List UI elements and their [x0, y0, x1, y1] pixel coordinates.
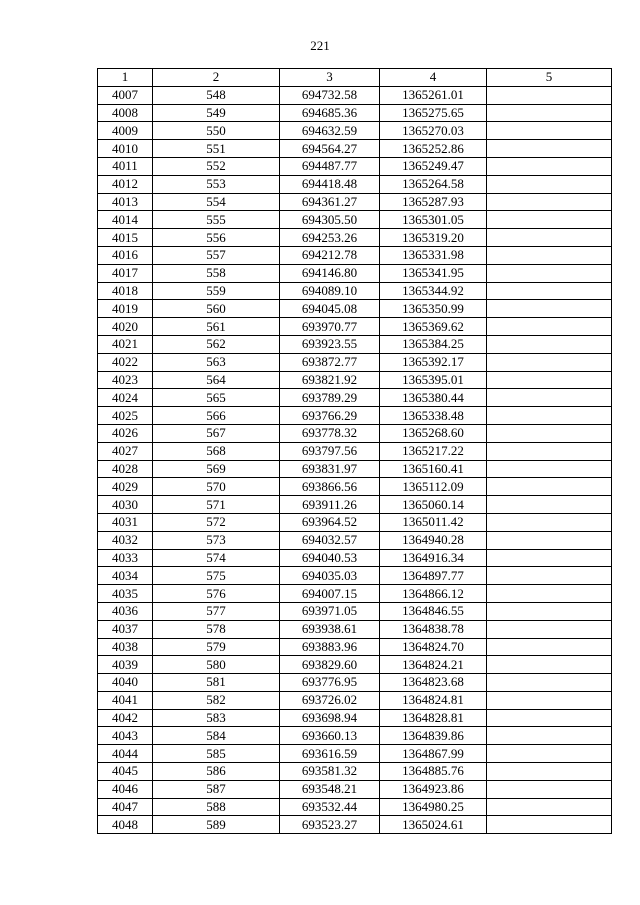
table-cell: 1365287.93	[380, 193, 487, 211]
table-cell: 1365338.48	[380, 407, 487, 425]
table-cell: 694007.15	[280, 585, 380, 603]
table-cell: 578	[153, 620, 280, 638]
table-cell: 562	[153, 335, 280, 353]
table-row	[98, 246, 612, 264]
column-header: 5	[487, 69, 612, 87]
table-cell: 557	[153, 246, 280, 264]
table-row	[98, 816, 612, 834]
table-cell: 693523.27	[280, 816, 380, 834]
table-cell	[487, 496, 612, 514]
table-cell: 693778.32	[280, 424, 380, 442]
table-cell: 1365350.99	[380, 300, 487, 318]
table-cell: 4009	[98, 122, 153, 140]
table-cell: 693872.77	[280, 353, 380, 371]
table-cell: 564	[153, 371, 280, 389]
table-row	[98, 763, 612, 781]
table-row	[98, 656, 612, 674]
table-row	[98, 424, 612, 442]
table-cell: 563	[153, 353, 280, 371]
table-cell	[487, 602, 612, 620]
table-cell: 1365112.09	[380, 478, 487, 496]
table-cell: 4034	[98, 567, 153, 585]
table-row	[98, 264, 612, 282]
table-cell: 579	[153, 638, 280, 656]
table-cell	[487, 335, 612, 353]
table-cell: 584	[153, 727, 280, 745]
table-cell: 4028	[98, 460, 153, 478]
table-cell	[487, 193, 612, 211]
table-cell	[487, 122, 612, 140]
table-cell: 4011	[98, 157, 153, 175]
table-cell: 1364846.55	[380, 602, 487, 620]
table-cell: 4040	[98, 674, 153, 692]
table-cell: 693923.55	[280, 335, 380, 353]
table-cell: 694418.48	[280, 175, 380, 193]
table-cell: 1365249.47	[380, 157, 487, 175]
table-cell	[487, 478, 612, 496]
table-cell: 574	[153, 549, 280, 567]
table-cell: 4038	[98, 638, 153, 656]
table-cell: 560	[153, 300, 280, 318]
table-cell: 693616.59	[280, 745, 380, 763]
table-cell: 1365369.62	[380, 318, 487, 336]
table-cell: 1365252.86	[380, 140, 487, 158]
table-cell: 1364828.81	[380, 709, 487, 727]
table-row	[98, 620, 612, 638]
table-cell: 694564.27	[280, 140, 380, 158]
table-header-row	[98, 69, 612, 87]
table-cell: 4014	[98, 211, 153, 229]
table-cell: 580	[153, 656, 280, 674]
table-cell: 1365331.98	[380, 246, 487, 264]
table-cell: 4017	[98, 264, 153, 282]
table-row	[98, 585, 612, 603]
table-cell	[487, 282, 612, 300]
table-cell: 4027	[98, 442, 153, 460]
table-cell: 1365319.20	[380, 229, 487, 247]
table-cell	[487, 264, 612, 282]
table-cell	[487, 424, 612, 442]
table-cell: 582	[153, 691, 280, 709]
table-cell: 554	[153, 193, 280, 211]
table-cell	[487, 371, 612, 389]
table-cell: 555	[153, 211, 280, 229]
coordinates-table	[97, 68, 612, 834]
table-cell	[487, 709, 612, 727]
table-row	[98, 638, 612, 656]
table-cell: 693548.21	[280, 780, 380, 798]
table-cell: 4019	[98, 300, 153, 318]
table-cell	[487, 157, 612, 175]
table-row	[98, 300, 612, 318]
table-cell: 589	[153, 816, 280, 834]
table-row	[98, 798, 612, 816]
table-cell: 1364823.68	[380, 674, 487, 692]
table-cell: 1364867.99	[380, 745, 487, 763]
table-cell: 693971.05	[280, 602, 380, 620]
table-cell: 559	[153, 282, 280, 300]
table-cell: 693829.60	[280, 656, 380, 674]
table-cell: 694685.36	[280, 104, 380, 122]
table-cell: 4042	[98, 709, 153, 727]
table-cell: 550	[153, 122, 280, 140]
table-cell: 4047	[98, 798, 153, 816]
table-cell	[487, 745, 612, 763]
table-cell: 693797.56	[280, 442, 380, 460]
table-row	[98, 709, 612, 727]
table-cell	[487, 86, 612, 104]
table-cell: 693698.94	[280, 709, 380, 727]
table-cell: 570	[153, 478, 280, 496]
column-header: 4	[380, 69, 487, 87]
table-cell: 693532.44	[280, 798, 380, 816]
table-cell	[487, 674, 612, 692]
table-cell: 585	[153, 745, 280, 763]
table-cell: 1364923.86	[380, 780, 487, 798]
table-cell: 4036	[98, 602, 153, 620]
table-cell: 1365217.22	[380, 442, 487, 460]
table-cell: 4012	[98, 175, 153, 193]
table-cell	[487, 585, 612, 603]
table-cell: 4039	[98, 656, 153, 674]
table-cell: 1365160.41	[380, 460, 487, 478]
table-row	[98, 691, 612, 709]
table-cell: 694732.58	[280, 86, 380, 104]
column-header: 2	[153, 69, 280, 87]
table-cell: 553	[153, 175, 280, 193]
table-cell: 1365264.58	[380, 175, 487, 193]
table-cell: 1365344.92	[380, 282, 487, 300]
table-cell: 4015	[98, 229, 153, 247]
table-cell	[487, 691, 612, 709]
table-cell: 694089.10	[280, 282, 380, 300]
table-cell: 694212.78	[280, 246, 380, 264]
table-cell	[487, 656, 612, 674]
table-cell: 694305.50	[280, 211, 380, 229]
table-cell	[487, 549, 612, 567]
table-cell: 693726.02	[280, 691, 380, 709]
table-row	[98, 602, 612, 620]
table-row	[98, 567, 612, 585]
table-cell: 558	[153, 264, 280, 282]
table-row	[98, 727, 612, 745]
table-cell: 694035.03	[280, 567, 380, 585]
table-cell: 1365384.25	[380, 335, 487, 353]
table-cell: 4035	[98, 585, 153, 603]
table-cell: 4008	[98, 104, 153, 122]
table-cell: 1365024.61	[380, 816, 487, 834]
table-row	[98, 318, 612, 336]
table-cell: 693821.92	[280, 371, 380, 389]
table-row	[98, 371, 612, 389]
table-cell: 4030	[98, 496, 153, 514]
table-cell: 4023	[98, 371, 153, 389]
table-cell: 4013	[98, 193, 153, 211]
table-cell: 571	[153, 496, 280, 514]
table-cell: 4025	[98, 407, 153, 425]
table-cell: 694045.08	[280, 300, 380, 318]
table-row	[98, 745, 612, 763]
table-cell	[487, 318, 612, 336]
table-cell: 693660.13	[280, 727, 380, 745]
table-cell	[487, 442, 612, 460]
table-cell: 694032.57	[280, 531, 380, 549]
table-row	[98, 193, 612, 211]
table-cell: 577	[153, 602, 280, 620]
table-row	[98, 674, 612, 692]
table-cell: 561	[153, 318, 280, 336]
table-cell: 4020	[98, 318, 153, 336]
table-cell: 1365268.60	[380, 424, 487, 442]
table-cell: 572	[153, 513, 280, 531]
table-cell: 1365395.01	[380, 371, 487, 389]
table-cell: 693866.56	[280, 478, 380, 496]
table-row	[98, 175, 612, 193]
table-cell	[487, 140, 612, 158]
table-cell: 1364839.86	[380, 727, 487, 745]
table-cell: 1365301.05	[380, 211, 487, 229]
table-cell: 693938.61	[280, 620, 380, 638]
table-cell	[487, 727, 612, 745]
table-cell	[487, 513, 612, 531]
table-cell: 4046	[98, 780, 153, 798]
table-cell: 4043	[98, 727, 153, 745]
table-cell: 4041	[98, 691, 153, 709]
table-row	[98, 460, 612, 478]
table-cell: 693776.95	[280, 674, 380, 692]
table-cell: 1364897.77	[380, 567, 487, 585]
table-cell: 581	[153, 674, 280, 692]
table-cell: 694361.27	[280, 193, 380, 211]
table-cell: 693883.96	[280, 638, 380, 656]
table-cell: 566	[153, 407, 280, 425]
table-cell: 693789.29	[280, 389, 380, 407]
table-cell	[487, 531, 612, 549]
table-cell: 1364838.78	[380, 620, 487, 638]
table-cell	[487, 353, 612, 371]
table-cell: 548	[153, 86, 280, 104]
table-cell: 587	[153, 780, 280, 798]
table-cell: 1364980.25	[380, 798, 487, 816]
table-row	[98, 86, 612, 104]
table-cell: 694632.59	[280, 122, 380, 140]
table-cell: 693964.52	[280, 513, 380, 531]
table-row	[98, 122, 612, 140]
table-cell: 4024	[98, 389, 153, 407]
table-cell	[487, 407, 612, 425]
table-row	[98, 531, 612, 549]
table-cell: 588	[153, 798, 280, 816]
table-cell: 4007	[98, 86, 153, 104]
table-cell: 549	[153, 104, 280, 122]
table-cell: 567	[153, 424, 280, 442]
table-cell: 4026	[98, 424, 153, 442]
table-cell: 4016	[98, 246, 153, 264]
table-cell: 565	[153, 389, 280, 407]
table-cell: 1365060.14	[380, 496, 487, 514]
table-cell: 4031	[98, 513, 153, 531]
table-cell: 693970.77	[280, 318, 380, 336]
table-cell: 1365341.95	[380, 264, 487, 282]
table-cell: 552	[153, 157, 280, 175]
table-cell	[487, 229, 612, 247]
table-cell: 4010	[98, 140, 153, 158]
table-row	[98, 211, 612, 229]
table-cell: 694487.77	[280, 157, 380, 175]
table-cell: 1365261.01	[380, 86, 487, 104]
table-cell: 575	[153, 567, 280, 585]
table-cell: 693911.26	[280, 496, 380, 514]
table-cell: 573	[153, 531, 280, 549]
table-cell	[487, 620, 612, 638]
table-row	[98, 229, 612, 247]
table-cell: 1364885.76	[380, 763, 487, 781]
table-cell: 4032	[98, 531, 153, 549]
table-cell	[487, 211, 612, 229]
table-cell	[487, 638, 612, 656]
table-cell: 1364824.81	[380, 691, 487, 709]
table-cell: 694253.26	[280, 229, 380, 247]
table-row	[98, 104, 612, 122]
table-cell: 4022	[98, 353, 153, 371]
table-cell: 4045	[98, 763, 153, 781]
table-cell: 1365392.17	[380, 353, 487, 371]
table-cell	[487, 816, 612, 834]
table-row	[98, 282, 612, 300]
table-body	[98, 86, 612, 833]
table-cell: 694040.53	[280, 549, 380, 567]
table-cell: 694146.80	[280, 264, 380, 282]
table-cell	[487, 780, 612, 798]
table-cell: 1365270.03	[380, 122, 487, 140]
table-cell: 693766.29	[280, 407, 380, 425]
table-cell: 693581.32	[280, 763, 380, 781]
table-cell: 1364824.21	[380, 656, 487, 674]
table-cell	[487, 763, 612, 781]
table-row	[98, 780, 612, 798]
table-cell: 569	[153, 460, 280, 478]
table-cell	[487, 246, 612, 264]
table-cell: 1364940.28	[380, 531, 487, 549]
column-header: 3	[280, 69, 380, 87]
table-cell: 4029	[98, 478, 153, 496]
table-row	[98, 389, 612, 407]
table-cell: 556	[153, 229, 280, 247]
table-cell: 4048	[98, 816, 153, 834]
table-cell: 693831.97	[280, 460, 380, 478]
table-row	[98, 407, 612, 425]
table-row	[98, 496, 612, 514]
table-row	[98, 140, 612, 158]
table-row	[98, 549, 612, 567]
table-cell: 586	[153, 763, 280, 781]
table-cell	[487, 567, 612, 585]
table-cell	[487, 460, 612, 478]
table-cell: 1364824.70	[380, 638, 487, 656]
table-cell	[487, 104, 612, 122]
table-cell: 1365275.65	[380, 104, 487, 122]
table-cell: 4033	[98, 549, 153, 567]
table-row	[98, 513, 612, 531]
table-cell: 551	[153, 140, 280, 158]
table-cell	[487, 300, 612, 318]
table-cell: 4018	[98, 282, 153, 300]
table-row	[98, 353, 612, 371]
table-cell: 4044	[98, 745, 153, 763]
table-cell	[487, 175, 612, 193]
table-cell: 1365380.44	[380, 389, 487, 407]
table-cell: 1364916.34	[380, 549, 487, 567]
table-cell: 568	[153, 442, 280, 460]
table-row	[98, 478, 612, 496]
table-cell	[487, 389, 612, 407]
table-row	[98, 442, 612, 460]
table-row	[98, 157, 612, 175]
column-header: 1	[98, 69, 153, 87]
table-cell: 4037	[98, 620, 153, 638]
table-cell	[487, 798, 612, 816]
page-number: 221	[310, 38, 330, 53]
table-cell: 583	[153, 709, 280, 727]
table-cell: 576	[153, 585, 280, 603]
table-cell: 1364866.12	[380, 585, 487, 603]
table-cell: 4021	[98, 335, 153, 353]
table-cell: 1365011.42	[380, 513, 487, 531]
table-row	[98, 335, 612, 353]
